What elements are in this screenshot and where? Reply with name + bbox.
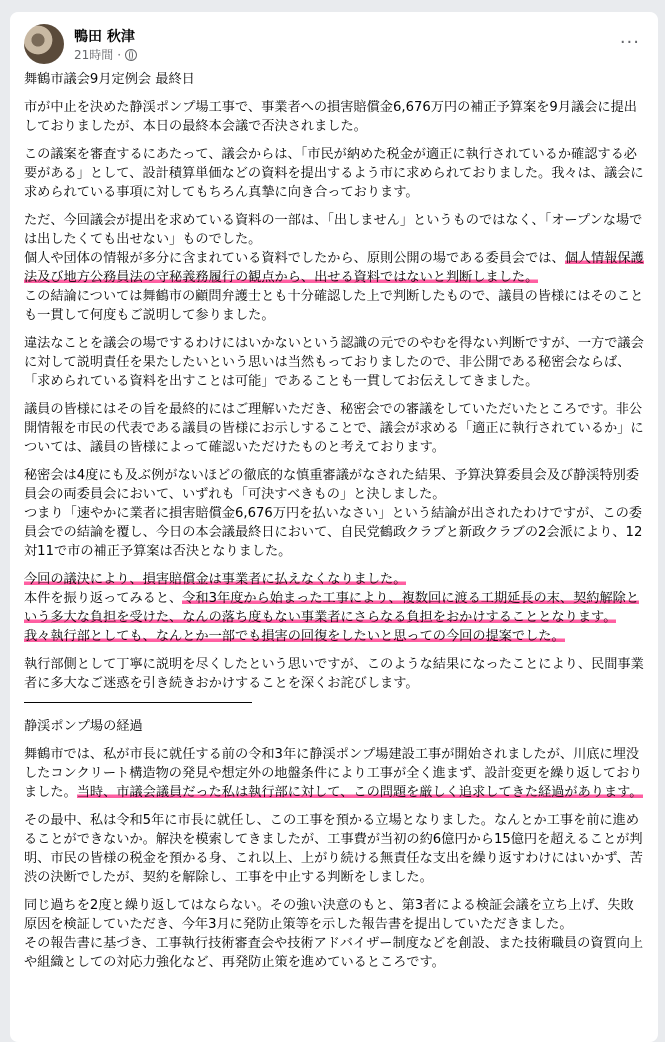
post-meta xyxy=(74,46,137,63)
paragraph-8a xyxy=(24,570,646,589)
paragraph-10 xyxy=(24,745,646,802)
post-body xyxy=(24,70,646,981)
paragraph-6: 議員の皆様にはその旨を最終的にはご理解いただき、秘密会での審議をしていただいたところです。非公開情報を市民の代表である議員の皆様にお示しすることで、議会が求める「適正に執行されているか」については、議員の皆様によって確認いただけたものと考えております。 xyxy=(24,402,644,455)
post-time[interactable]: 21時間 xyxy=(74,48,114,62)
paragraph-5: 違法なことを議会の場でするわけにはいかないという認識の元でのやむを得ない判断ですが、一方で議会に対して説明責任を果たしたいという思いは当然もっておりましたので、非公開である秘密会ならば、「求められている資料を出すことは可能」であることも一貫してお伝えしてきました。 xyxy=(24,336,644,389)
paragraph-4a: 個人や団体の情報が多分に含まれている資料でしたから、原則公開の場である委員会では、 xyxy=(24,251,565,266)
more-options-icon[interactable]: ··· xyxy=(619,32,640,53)
paragraph-7b: つまり「速やかに業者に損害賠償金6,676万円を払いなさい」という結論が出されたわけですが、この委員会での結論を覆し、今日の本会議最終日において、自民党鶴政クラブと新政クラブの2会派により、12対11で市の補正予算案は否決となりました。 xyxy=(24,506,643,559)
paragraph-2: この議案を審査するにあたって、議会からは、「市民が納めた税金が適正に執行されているか確認する必要がある」として、設計積算単価などの資料を提出するよう市に求められておりました。我々は、議会に求められている事項に対してもちろん真摯に向き合っております。 xyxy=(24,147,644,200)
paragraph-4c: この結論については舞鶴市の顧問弁護士とも十分確認した上で判断したもので、議員の皆様にはそのことも一貫して何度もご説明して参りました。 xyxy=(24,289,644,323)
highlight-cannot-pay: 今回の議決により、損害賠償金は事業者に払えなくなりました。 xyxy=(24,572,407,587)
facebook-post-card xyxy=(10,12,658,1042)
paragraph-9: 執行部側として丁寧に説明を尽くしたという思いですが、このような結果になったことにより、民間事業者に多大なご迷惑を引き続きおかけすることを深くお詫びします。 xyxy=(24,657,644,691)
author-name[interactable]: 鴨田 秋津 xyxy=(74,29,135,45)
highlight-proposal: 我々執行部としても、なんとか一部でも損害の回復をしたいと思っての今回の提案でした。 xyxy=(24,629,565,644)
post-header xyxy=(24,24,648,68)
paragraph-13: その報告書に基づき、工事執行技術審査会や技術アドバイザー制度などを創設、また技術職員の資質向上や組織としての対応力強化など、再発防止策を進めているところです。 xyxy=(24,936,644,970)
meta-separator: · xyxy=(117,47,122,62)
highlight-council-history: 当時、市議会議員だった私は執行部に対して、この問題を厳しく追求してきた経過があります。 xyxy=(76,785,643,800)
highlight-burden: 令和3年度から始まった工事により、複数回に渡る工期延長の末、契約解除という多大な負担を受けた、なんの落ち度もない事業者にさらなる負担をおかけすることとなります。 xyxy=(24,591,640,625)
section-divider xyxy=(24,702,252,703)
paragraph-11: その最中、私は令和5年に市長に就任し、この工事を預かる立場となりました。なんとか工事を前に進めることができないか。解決を模索してきましたが、工事費が当初の約6億円から15億円を超えることが判明、市民の皆様の税金を預かる身、これ以上、上がり続ける無責任な支出を繰り返すわけにはいかず、苦渋の決断でしたが、契約を解除し、工事を中止する判断をしました。 xyxy=(24,813,643,885)
paragraph-10a: 舞鶴市では、私が市長に就任する前の令和3年に静渓ポンプ場建設工事が開始されましたが、川底に埋没したコンクリート構造物の発見や想定外の地盤条件により工事が全く進まず、設計変更を繰り返しておりました。 xyxy=(24,747,643,800)
paragraph-4 xyxy=(24,249,646,287)
paragraph-1: 市が中止を決めた静渓ポンプ場工事で、事業者への損害賠償金6,676万円の補正予算案を9月議会に提出しておりましたが、本日の最終本会議で否決されました。 xyxy=(24,100,637,134)
author-avatar[interactable] xyxy=(24,24,64,64)
paragraph-3: ただ、今回議会が提出を求めている資料の一部は、「出しません」というものではなく、「オープンな場では出したくても出せない」ものでした。 xyxy=(24,213,643,247)
paragraph-7a: 秘密会は4度にも及ぶ例がないほどの徹底的な慎重審議がなされた結果、予算決算委員会及び静渓特別委員会の両委員会において、いずれも「可決すべきもの」と決しました。 xyxy=(24,468,640,502)
globe-icon xyxy=(125,49,137,61)
section-title: 静渓ポンプ場の経過 xyxy=(24,719,143,734)
highlight-privacy-reason: 個人情報保護法及び地方公務員法の守秘義務履行の観点から、出せる資料ではないと判断しました。 xyxy=(24,251,644,285)
paragraph-8b-lead: 本件を振り返ってみると、 xyxy=(24,591,183,606)
paragraph-8b xyxy=(24,589,646,627)
post-title: 舞鶴市議会9月定例会 最終日 xyxy=(24,72,195,87)
paragraph-12: 同じ過ちを2度と繰り返してはならない。その強い決意のもと、第3者による検証会議を立ち上げ、失敗原因を検証していただき、今年3月に発防止策等を示した報告書を提出していただきました。 xyxy=(24,898,634,932)
paragraph-8c xyxy=(24,627,646,646)
